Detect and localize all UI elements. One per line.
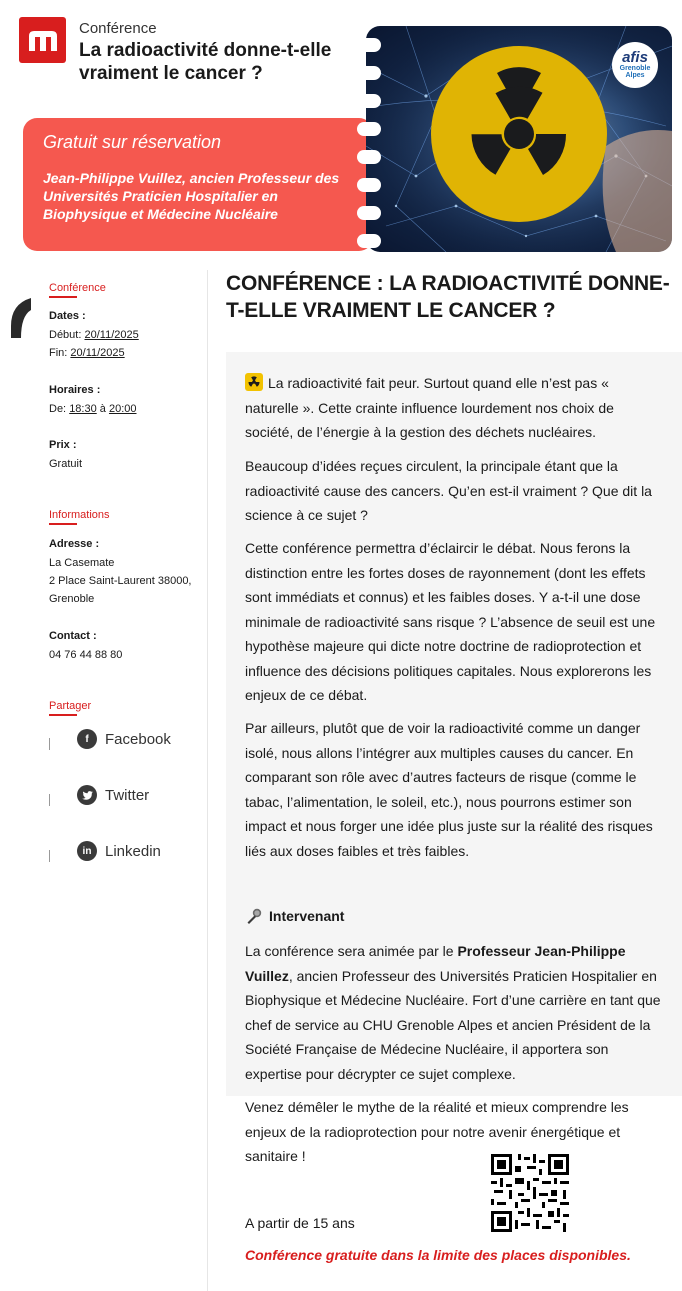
hero-free-label: Gratuit sur réservation	[43, 132, 222, 152]
event-sidebar	[0, 270, 208, 1291]
sidebar-section-share: Partager	[49, 700, 91, 716]
paragraph-intro	[245, 371, 665, 445]
radioactive-icon	[245, 373, 263, 391]
share-twitter[interactable]	[49, 783, 199, 807]
facebook-icon: f	[77, 729, 97, 749]
share-divider	[49, 738, 50, 750]
hero-speaker: Jean-Philippe Vuillez, ancien Professeur des Universités Praticien Hospitalier en Biophysique et Médecine Nucléaire	[43, 170, 340, 222]
intervenant-heading	[245, 907, 344, 925]
m-logo-icon	[26, 27, 60, 53]
paragraph-intro-text: La radioactivité fait peur. Surtout quand elle n’est pas « naturelle ». Cette crainte influence lourdement nos choix de société, de l’énergie à la gestion des déchets nucléaires.	[245, 375, 614, 440]
afis-badge-sub2: Alpes	[625, 72, 645, 79]
paragraph-4: Par ailleurs, plutôt que de voir la radioactivité comme un danger isolé, nous allons l’intégrer aux multiples causes du cancer. En comparant son rôle avec d’autres facteurs de risque (comme le tabac, l’alimentation, le soleil, etc.), nous pourrons estimer son impact et nous forger une idée plus juste sur la réalité des risques liés aux doses faibles et très faibles.	[245, 720, 653, 859]
speaker-name: Professeur Jean-Philippe Vuillez	[245, 943, 626, 984]
page-title: CONFÉRENCE : LA RADIOACTIVITÉ DONNE-T-ELLE VRAIMENT LE CANCER ?	[226, 272, 670, 322]
address-label: Adresse :	[49, 538, 100, 550]
share-divider	[49, 850, 50, 862]
ticket-notches	[357, 26, 381, 252]
start-date	[49, 326, 139, 344]
share-divider	[49, 794, 50, 806]
paragraph-3: Cette conférence permettra d’éclaircir le débat. Nous ferons la distinction entre les fortes doses de rayonnement (dont les effets sont immédiats et connus) et les faibles doses. Y a-t-il une dose minimale de radioactivité sans risque ? L’absence de seuil est une hypothèse majeure qui dicte notre doctrine de radioprotection et influence des décisions politiques capitales. Nous explorerons les enjeux de ce débat.	[245, 540, 656, 703]
address-line-2: 2 Place Saint-Laurent 38000,	[49, 575, 192, 587]
share-twitter-label: Twitter	[105, 786, 150, 804]
hours-prefix: De:	[49, 403, 67, 415]
end-date-value[interactable]: 20/11/2025	[70, 347, 125, 359]
hours-sep: à	[99, 403, 106, 415]
share-linkedin-label: Linkedin	[105, 842, 161, 860]
hero-title: La radioactivité donne-t-elle vraiment le cancer ?	[79, 40, 332, 84]
sidebar-section-info: Informations	[49, 509, 110, 525]
share-facebook[interactable]	[49, 727, 199, 751]
paragraph-2: Beaucoup d’idées reçues circulent, la principale étant que la radioactivité cause des cancers. Qu’en est-il vraiment ? Que dit la science à ce sujet ?	[245, 458, 652, 523]
hours-label: Horaires :	[49, 384, 101, 396]
afis-badge-sub1: Grenoble	[619, 65, 651, 72]
contact-value: 04 76 44 88 80	[49, 649, 123, 661]
afis-badge-main: afis	[622, 49, 648, 66]
share-linkedin[interactable]	[49, 839, 199, 863]
afis-badge	[612, 42, 658, 88]
hours-to[interactable]: 20:00	[108, 403, 137, 415]
linkedin-icon: in	[77, 841, 97, 861]
twitter-icon	[77, 785, 97, 805]
paragraph-closing: Venez démêler le mythe de la réalité et mieux comprendre les enjeux de la radioprotection pour notre avenir énergétique et sanitaire !	[245, 1099, 629, 1164]
age-restriction: A partir de 15 ans	[245, 1215, 355, 1231]
intervenant-heading-text: Intervenant	[269, 908, 345, 924]
hours	[49, 400, 137, 418]
end-date	[49, 344, 125, 362]
end-date-prefix: Fin:	[49, 347, 68, 359]
start-date-value[interactable]: 20/11/2025	[84, 329, 139, 341]
hero-banner	[0, 0, 682, 262]
contact-label: Contact :	[49, 630, 97, 642]
availability-note: Conférence gratuite dans la limite des places disponibles.	[245, 1247, 631, 1263]
site-logo[interactable]	[19, 17, 66, 63]
hours-from[interactable]: 18:30	[69, 403, 97, 415]
sidebar-section-event: Conférence	[49, 282, 106, 298]
hero-kicker: Conférence	[79, 20, 157, 37]
paragraph-speaker-post: , ancien Professeur des Universités Praticien Hospitalier en Biophysique et Médecine Nucléaire. Fort d’une carrière en tant que chef de service au CHU Grenoble Alpes et ancien Président de la Société Française de Médecine Nucléaire, il apportera son expertise pour décrypter ce sujet complexe.	[245, 967, 661, 1082]
price-value: Gratuit	[49, 458, 83, 470]
microphone-icon	[245, 907, 263, 925]
paragraph-speaker-pre: La conférence sera animée par le	[245, 943, 458, 959]
hero-info-card	[23, 118, 373, 251]
start-date-prefix: Début:	[49, 329, 82, 341]
paragraph-speaker	[245, 939, 665, 1086]
share-facebook-label: Facebook	[105, 730, 171, 748]
decorative-arc-icon	[11, 298, 51, 338]
dates-label: Dates :	[49, 310, 86, 322]
price-label: Prix :	[49, 439, 77, 451]
address-line-1: La Casemate	[49, 557, 115, 569]
address-line-3: Grenoble	[49, 593, 95, 605]
